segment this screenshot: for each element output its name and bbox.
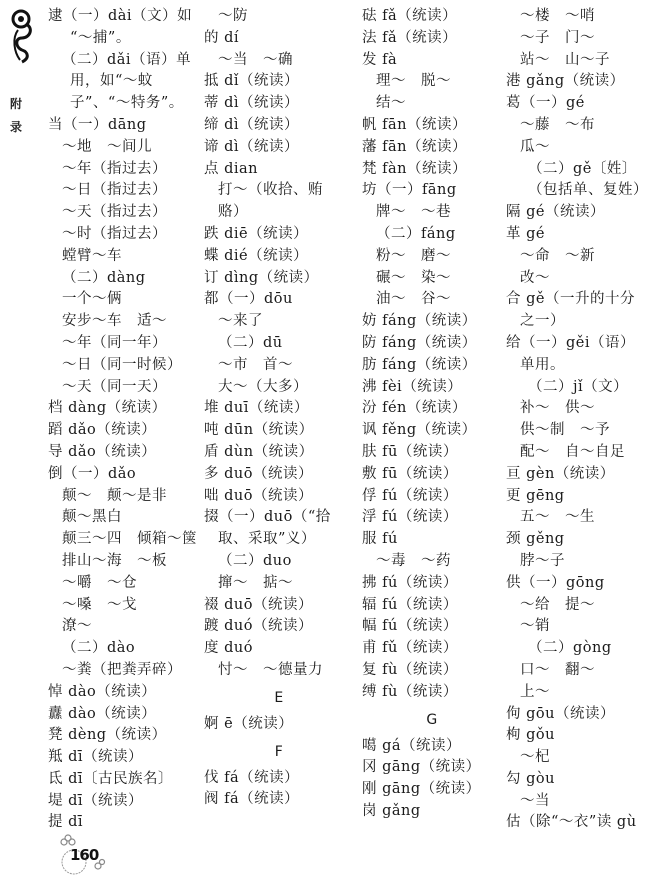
dictionary-line: ～地 ～间儿 (62, 138, 152, 155)
dictionary-line: 勾 gòu (506, 770, 555, 787)
dictionary-line: 葛（一）gé (506, 95, 585, 112)
dictionary-line: 倒（一）dǎo (48, 465, 137, 482)
dictionary-line: ～杞 (520, 749, 550, 766)
dictionary-line: 碾～ 染～ (376, 269, 451, 286)
dictionary-line: 伐 fá（统读） (204, 769, 300, 786)
dictionary-line: 取、采取”义） (218, 531, 316, 548)
dictionary-line: 供（一）gōng (506, 574, 605, 591)
dictionary-line: ～日（指过去） (62, 182, 167, 199)
dictionary-line: 大～（大多） (218, 378, 308, 395)
dictionary-line: 缔 dì（统读） (204, 116, 300, 133)
dictionary-line: 俘 fú（统读） (362, 487, 458, 504)
dictionary-line: 颠～ 颠～是非 (62, 487, 167, 504)
dictionary-line: ～防 (218, 8, 248, 24)
dictionary-line: 枸 gǒu (506, 727, 555, 744)
dictionary-line: 幅 fú（统读） (362, 618, 458, 635)
dictionary-line: 服 fú (362, 531, 398, 548)
dictionary-line: 岗 gǎng (362, 802, 421, 819)
dictionary-line: 甫 fǔ（统读） (362, 640, 458, 657)
dictionary-line: 发 fà (362, 51, 398, 68)
dictionary-line: 亘 gèn（统读） (506, 465, 615, 482)
dictionary-line: 颠～黑白 (62, 509, 122, 526)
dictionary-line: 讽 fěng（统读） (362, 422, 477, 439)
dictionary-line: （二）dū (218, 334, 283, 351)
dictionary-line: 牌～ ～巷 (376, 204, 451, 221)
dictionary-line: （二）duo (218, 552, 292, 569)
dictionary-line: 羝 dī（统读） (48, 749, 144, 766)
dictionary-line: 蝶 dié（统读） (204, 247, 309, 264)
dictionary-line: “～捕”。 (70, 29, 131, 46)
dictionary-line: 抵 dǐ（统读） (204, 73, 300, 90)
dictionary-line: 排山～海 ～板 (62, 552, 167, 569)
dictionary-line: 缚 fù（统读） (362, 683, 458, 700)
page-number-badge (58, 832, 118, 876)
dictionary-line: 踱 duó（统读） (204, 618, 313, 635)
dictionary-line: ～当 ～确 (218, 51, 293, 68)
dictionary-line: （二）fáng (376, 225, 456, 242)
dictionary-column-2 (204, 6, 354, 811)
dictionary-line: 更 gēng (506, 487, 565, 504)
dictionary-line: 氐 dī〔古民族名〕 (48, 770, 174, 787)
dictionary-line: 用，如“～蚊 (70, 73, 153, 90)
dictionary-line: 估（除“～衣”读 gù (506, 814, 637, 831)
dictionary-line: 理～ 脱～ (376, 73, 451, 90)
dictionary-line: ～时（指过去） (62, 225, 167, 242)
dictionary-line: 辐 fú（统读） (362, 596, 458, 613)
dictionary-line: 当（一）dāng (48, 116, 147, 133)
dictionary-line: 供～制 ～予 (520, 422, 610, 439)
dictionary-line: 赂） (218, 204, 248, 221)
dictionary-line: （二）gě〔姓〕 (528, 160, 637, 177)
dictionary-line: 盾 dùn（统读） (204, 443, 314, 460)
dictionary-line: 一个～俩 (62, 291, 122, 308)
section-letter-heading: F (274, 743, 284, 760)
dictionary-line: 忖～ ～德量力 (218, 661, 323, 678)
dictionary-line: 革 gé (506, 225, 545, 242)
dictionary-line: ～日（同一时候） (62, 356, 182, 373)
dictionary-line: 隔 gé（统读） (506, 204, 605, 221)
dictionary-line: 堤 dī（统读） (48, 792, 144, 809)
dictionary-line: 度 duó (204, 640, 253, 657)
dictionary-line: 安步～车 适～ (62, 313, 167, 330)
dictionary-line: ～子 门～ (520, 29, 595, 46)
appendix-label-1: 附 (10, 97, 23, 111)
dictionary-line: 防 fáng（统读） (362, 334, 477, 351)
dictionary-line: 凳 dèng（统读） (48, 727, 167, 744)
dictionary-line: 肪 fáng（统读） (362, 356, 477, 373)
dictionary-line: （包括单、复姓） (528, 182, 648, 199)
dictionary-line: 螳臂～车 (62, 247, 122, 264)
ornament-icon (8, 8, 38, 64)
dictionary-line: 佝 gōu（统读） (506, 705, 615, 722)
dictionary-line: 法 fǎ（统读） (362, 29, 458, 46)
dictionary-line: ～天（同一天） (62, 378, 167, 395)
dictionary-line: 港 gǎng（统读） (506, 73, 625, 90)
dictionary-line: 婀 ē（统读） (204, 715, 294, 732)
dictionary-line: 五～ ～生 (520, 509, 595, 526)
dictionary-line: 多 duō（统读） (204, 465, 313, 482)
dictionary-line: 撺～ 掂～ (218, 574, 293, 591)
dictionary-line: 裰 duō（统读） (204, 596, 313, 613)
dictionary-line: 纛 dào（统读） (48, 705, 157, 722)
dictionary-line: 站～ 山～子 (520, 51, 610, 68)
dictionary-line: 蒂 dì（统读） (204, 95, 300, 112)
dictionary-line: 打～（收拾、贿 (218, 182, 323, 199)
dictionary-line: ～天（指过去） (62, 204, 167, 221)
dictionary-line: 砝 fǎ（统读） (362, 8, 458, 24)
dictionary-column-4 (506, 6, 650, 834)
dictionary-line: ～楼 ～哨 (520, 8, 595, 24)
dictionary-line: 导 dǎo（统读） (48, 443, 157, 460)
dictionary-line: 坊（一）fāng (362, 182, 457, 199)
dictionary-line: 结～ (376, 95, 406, 112)
dictionary-line: ～市 首～ (218, 356, 293, 373)
dictionary-line: 帆 fān（统读） (362, 116, 467, 133)
dictionary-line: 阀 fá（统读） (204, 791, 300, 808)
dictionary-line: ～粪（把粪弄碎） (62, 661, 182, 678)
dictionary-line: ～来了 (218, 313, 263, 330)
dictionary-line: 浮 fú（统读） (362, 509, 458, 526)
dictionary-line: 沸 fèi（统读） (362, 378, 463, 395)
dictionary-line: ～藤 ～布 (520, 116, 595, 133)
dictionary-column-3 (362, 6, 502, 823)
dictionary-line: 上～ (520, 683, 550, 700)
dictionary-line: 敷 fū（统读） (362, 465, 458, 482)
appendix-label-2: 录 (10, 120, 23, 134)
dictionary-line: ～嗓 ～戈 (62, 596, 137, 613)
dictionary-line: （二）gòng (528, 640, 612, 657)
dictionary-line: （二）dào (62, 640, 136, 657)
dictionary-line: （二）jǐ（文） (528, 378, 629, 395)
dictionary-line: 噶 gá（统读） (362, 737, 462, 754)
dictionary-line: 蹈 dǎo（统读） (48, 422, 157, 439)
dictionary-line: 配～ 自～自足 (520, 443, 625, 460)
dictionary-line: 跌 diē（统读） (204, 225, 309, 242)
dictionary-line: 掇（一）duō（“拾 (204, 509, 331, 526)
dictionary-line: 口～ 翻～ (520, 661, 595, 678)
dictionary-line: 子”、“～特务”。 (70, 95, 184, 112)
dictionary-line: 给（一）gěi（语） (506, 334, 635, 351)
dictionary-line: ～命 ～新 (520, 247, 595, 264)
dictionary-line: 颠三～四 倾箱～箧 (62, 531, 197, 548)
dictionary-line: 瓜～ (520, 138, 550, 155)
dictionary-line: 都（一）dōu (204, 291, 293, 308)
dictionary-line: 逮（一）dài（文）如 (48, 8, 193, 24)
dictionary-line: 拂 fú（统读） (362, 574, 458, 591)
dictionary-line: 藩 fān（统读） (362, 138, 467, 155)
dictionary-line: ～年（指过去） (62, 160, 167, 177)
dictionary-line: ～销 (520, 618, 550, 635)
dictionary-line: 订 dìng（统读） (204, 269, 319, 286)
dictionary-line: 堆 duī（统读） (204, 400, 309, 417)
dictionary-line: 补～ 供～ (520, 400, 595, 417)
dictionary-line: ～毒 ～药 (376, 552, 451, 569)
dictionary-line: 单用。 (520, 356, 565, 373)
dictionary-line: 复 fù（统读） (362, 661, 458, 678)
dictionary-line: ～嚼 ～仓 (62, 574, 137, 591)
dictionary-line: 肤 fū（统读） (362, 443, 458, 460)
page-number: 160 (70, 846, 99, 864)
dictionary-line: ～当 (520, 792, 550, 809)
dictionary-line: （二）dàng (62, 269, 146, 286)
dictionary-line: ～年（同一年） (62, 334, 167, 351)
dictionary-line: 冈 gāng（统读） (362, 759, 481, 776)
dictionary-line: 油～ 谷～ (376, 291, 451, 308)
dictionary-line: 脖～子 (520, 552, 565, 569)
dictionary-line: 点 dian (204, 160, 259, 177)
dictionary-line: 咄 duō（统读） (204, 487, 313, 504)
dictionary-line: 颈 gěng (506, 531, 565, 548)
dictionary-line: （二）dǎi（语）单 (62, 51, 192, 68)
dictionary-line: ～给 提～ (520, 596, 595, 613)
section-letter-heading: G (426, 711, 438, 728)
dictionary-line: 粉～ 磨～ (376, 247, 451, 264)
dictionary-line: 妨 fáng（统读） (362, 313, 477, 330)
dictionary-line: 悼 dào（统读） (48, 683, 157, 700)
dictionary-line: 吨 dūn（统读） (204, 422, 314, 439)
dictionary-column-1 (48, 6, 198, 834)
dictionary-line: 之一） (520, 313, 565, 330)
dictionary-line: 改～ (520, 269, 550, 286)
dictionary-line: 提 dī (48, 814, 84, 831)
dictionary-line: 潦～ (62, 618, 92, 635)
dictionary-line: 档 dàng（统读） (48, 400, 167, 417)
dictionary-line: 的 dí (204, 29, 240, 46)
dictionary-line: 合 gě（一升的十分 (506, 291, 635, 308)
dictionary-line: 梵 fàn（统读） (362, 160, 467, 177)
dictionary-line: 谛 dì（统读） (204, 138, 300, 155)
section-letter-heading: E (274, 689, 284, 706)
dictionary-line: 汾 fén（统读） (362, 400, 467, 417)
dictionary-line: 刚 gāng（统读） (362, 781, 481, 798)
